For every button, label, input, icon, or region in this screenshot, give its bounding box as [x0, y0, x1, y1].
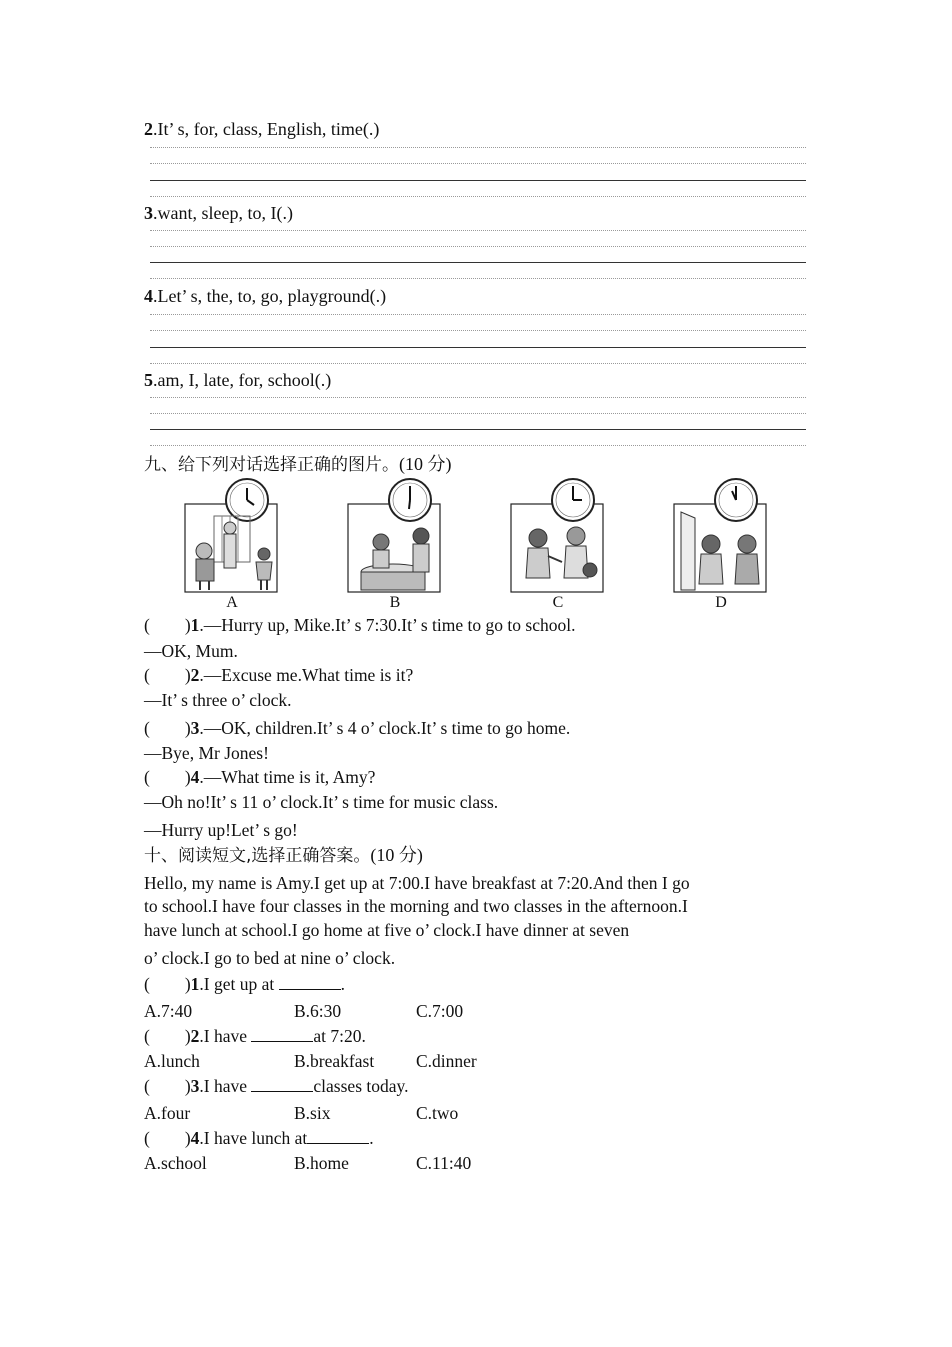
- dialogue-line: —It’ s three o’ clock.: [144, 690, 292, 710]
- writing-guide-line: [150, 278, 806, 279]
- writing-guide-line: [150, 196, 806, 197]
- reading-passage-line: o’ clock.I go to bed at nine o’ clock.: [144, 948, 396, 968]
- option-b[interactable]: B.home: [294, 1153, 349, 1173]
- reading-question-1: ( )1.I get up at .: [144, 974, 345, 994]
- reading-passage-line: Hello, my name is Amy.I get up at 7:00.I have breakfast at 7:20.And then I go: [144, 873, 690, 893]
- writing-guide-line: [150, 445, 806, 446]
- reorder-question-4: 4.Let’ s, the, to, go, playground(.): [144, 286, 387, 306]
- option-a[interactable]: A.school: [144, 1153, 207, 1173]
- option-a[interactable]: A.7:40: [144, 1001, 193, 1021]
- picture-c: [510, 478, 610, 598]
- writing-base-line: [150, 347, 806, 348]
- option-c[interactable]: C.7:00: [416, 1001, 464, 1021]
- clock-icon: [389, 479, 431, 521]
- option-c[interactable]: C.dinner: [416, 1051, 477, 1071]
- picture-c-label: C: [552, 594, 564, 611]
- reading-passage-line: to school.I have four classes in the morning and two classes in the afternoon.I: [144, 896, 688, 916]
- writing-guide-line: [150, 230, 806, 231]
- reorder-question-2: 2.It’ s, for, class, English, time(.): [144, 119, 380, 139]
- writing-base-line: [150, 429, 806, 430]
- answer-blank[interactable]: [251, 1075, 313, 1092]
- writing-guide-line: [150, 246, 806, 247]
- clock-icon: [226, 479, 268, 521]
- dialogue-question-1: ( )1.—Hurry up, Mike.It’ s 7:30.It’ s time to go to school.: [144, 615, 576, 635]
- option-a[interactable]: A.lunch: [144, 1051, 200, 1071]
- writing-base-line: [150, 262, 806, 263]
- writing-guide-line: [150, 397, 806, 398]
- picture-d-label: D: [715, 594, 727, 611]
- reading-question-2: ( )2.I have at 7:20.: [144, 1026, 366, 1046]
- answer-blank[interactable]: [307, 1127, 369, 1144]
- writing-guide-line: [150, 147, 806, 148]
- reading-passage-line: have lunch at school.I go home at five o’ clock.I have dinner at seven: [144, 920, 630, 940]
- option-c[interactable]: C.11:40: [416, 1153, 472, 1173]
- section-10-heading: 十、阅读短文,选择正确答案。(10 分): [144, 845, 423, 866]
- dialogue-question-3: ( )3.—OK, children.It’ s 4 o’ clock.It’ s time to go home.: [144, 718, 571, 738]
- clock-icon: [715, 479, 757, 521]
- answer-blank[interactable]: [251, 1025, 313, 1042]
- picture-a-label: A: [226, 594, 238, 611]
- dialogue-line: —Bye, Mr Jones!: [144, 743, 269, 763]
- dialogue-line: —OK, Mum.: [144, 641, 238, 661]
- option-b[interactable]: B.6:30: [294, 1001, 342, 1021]
- writing-base-line: [150, 180, 806, 181]
- reorder-question-3: 3.want, sleep, to, I(.): [144, 203, 293, 223]
- option-b[interactable]: B.breakfast: [294, 1051, 375, 1071]
- section-9-heading: 九、给下列对话选择正确的图片。(10 分): [144, 454, 452, 475]
- clock-icon: [552, 479, 594, 521]
- dialogue-line: —Oh no!It’ s 11 o’ clock.It’ s time for music class.: [144, 792, 499, 812]
- reading-question-3: ( )3.I have classes today.: [144, 1076, 409, 1096]
- picture-b: [347, 478, 447, 598]
- answer-blank[interactable]: [279, 973, 341, 990]
- option-a[interactable]: A.four: [144, 1103, 191, 1123]
- writing-guide-line: [150, 413, 806, 414]
- picture-a: [184, 478, 284, 598]
- option-c[interactable]: C.two: [416, 1103, 459, 1123]
- writing-guide-line: [150, 163, 806, 164]
- option-b[interactable]: B.six: [294, 1103, 331, 1123]
- writing-guide-line: [150, 330, 806, 331]
- dialogue-question-4: ( )4.—What time is it, Amy?: [144, 767, 376, 787]
- reorder-question-5: 5.am, I, late, for, school(.): [144, 370, 332, 390]
- reading-question-4: ( )4.I have lunch at .: [144, 1128, 374, 1148]
- dialogue-question-2: ( )2.—Excuse me.What time is it?: [144, 665, 414, 685]
- picture-b-label: B: [389, 594, 401, 611]
- picture-d: [673, 478, 773, 598]
- writing-guide-line: [150, 314, 806, 315]
- writing-guide-line: [150, 363, 806, 364]
- dialogue-line: —Hurry up!Let’ s go!: [144, 820, 298, 840]
